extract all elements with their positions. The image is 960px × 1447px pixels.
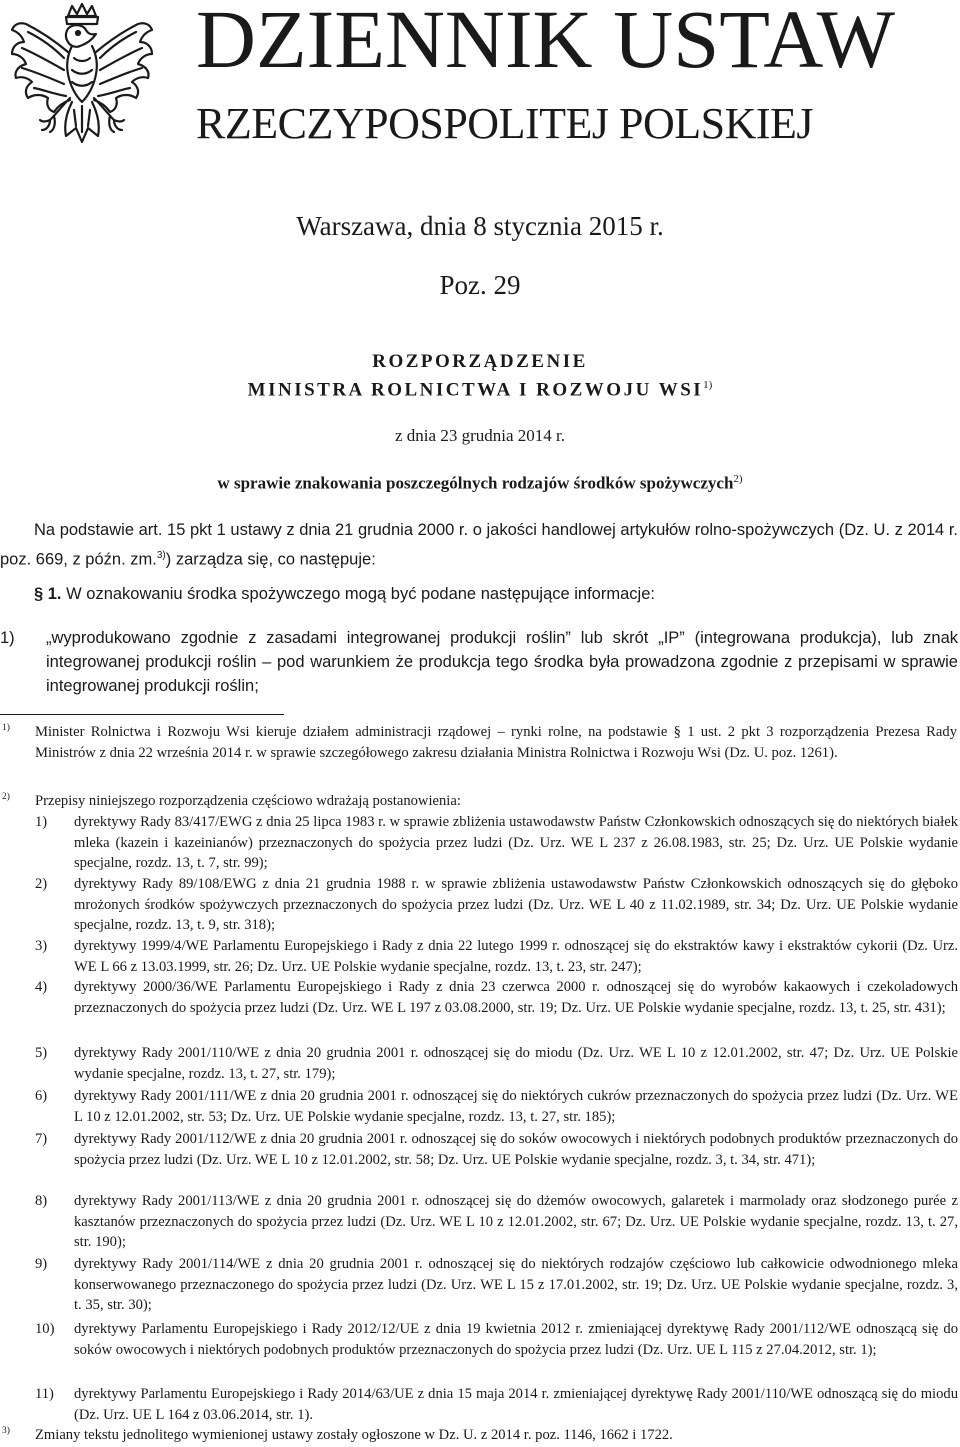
footnote-ref-3[interactable]: 3) [156, 550, 166, 561]
section-sign: § 1. [34, 585, 62, 603]
footnote-item-number: 4) [35, 979, 48, 995]
footnote-item-text: dyrektywy Rady 83/417/EWG z dnia 25 lipca 1983 r. w sprawie zbliżenia ustawodawstw Państw Członkowskich odnoszących się do niektórych białek mleka (kazein i kazeinianów) przeznaczonych do spożycia przez ludzi (Dz. Urz. WE L 237 z 26.08.1983, str. 25; Dz. Urz. UE Polskie wydanie specjalne, rozdz. 13, t. 7, str. 99); [74, 814, 958, 871]
footnote-item-number: 1) [35, 814, 48, 830]
preamble-text-a: Na podstawie art. 15 pkt 1 ustawy z dnia 21 grudnia 2000 r. o jakości handlowej artykułów rolno-spożywczych (Dz. U. z 2014 r. poz. 669, z późn. zm. [0, 521, 958, 569]
footnote-item-text: dyrektywy Rady 2001/113/WE z dnia 20 grudnia 2001 r. odnoszącej się do dżemów owocowych, galaretek i marmolady oraz słodzonego purée z kasztanów przeznaczonych do spożycia przez ludzi (Dz. Urz. WE L 10 z 12.01.2002, str. 67; Dz. Urz. UE Polskie wydanie specjalne, rozdz. 13, t. 27, str. 190); [74, 1193, 958, 1250]
footnote-ref-2[interactable]: 2) [733, 473, 743, 485]
act-type: ROZPORZĄDZENIE [372, 351, 588, 372]
subject-text: w sprawie znakowania poszczególnych rodzajów środków spożywczych [217, 473, 734, 493]
footnote-item-number: 10) [35, 1321, 55, 1337]
footnote-item-text: dyrektywy Parlamentu Europejskiego i Rady 2014/63/UE z dnia 15 maja 2014 r. zmieniającej dyrektywę Rady 2001/110/WE odnoszącą się do miodu (Dz. Urz. UE L 164 z 03.06.2014, str. 1). [74, 1386, 958, 1423]
footnote-ref-1[interactable]: 1) [703, 379, 713, 391]
act-subject [0, 473, 960, 494]
polish-eagle-emblem-icon [6, 2, 158, 206]
footnote-item-text: dyrektywy 2000/36/WE Parlamentu Europejskiego i Rady z dnia 23 czerwca 2000 r. odnoszącej się do wyrobów kakaowych i czekoladowych przeznaczonych do spożycia przez ludzi (Dz. Urz. WE L 197 z 03.08.2000, str. 19; Dz. Urz. UE Polskie wydanie specjalne, rozdz. 13, t. 25, str. 431); [74, 979, 958, 1016]
footnote-text: Zmiany tekstu jednolitego wymienionej ustawy zostały ogłoszone w Dz. U. z 2014 r. poz. 1146, 1662 i 1722. [35, 1427, 673, 1443]
preamble [0, 518, 958, 573]
journal-title: DZIENNIK USTAW [196, 0, 895, 85]
footnote-item-text: dyrektywy Rady 2001/112/WE z dnia 20 grudnia 2001 r. odnoszącej się do soków owocowych i niektórych podobnych produktów przeznaczonych do spożycia przez ludzi (Dz. Urz. WE L 10 z 12.01.2002, str. 58; Dz. Urz. UE Polskie wydanie specjalne, rozdz. 3, t. 34, str. 471); [74, 1131, 958, 1168]
position-number: Poz. 29 [439, 270, 521, 300]
footnote-item-number: 8) [35, 1193, 48, 1209]
footnote-item-number: 5) [35, 1045, 48, 1061]
footnote-text: Przepisy niniejszego rozporządzenia częściowo wdrażają postanowienia: [35, 793, 461, 809]
footnote-mark: 1) [2, 723, 10, 733]
section-1 [34, 582, 958, 606]
footnote-mark: 3) [2, 1426, 10, 1436]
footnote-item-number: 6) [35, 1088, 48, 1104]
footnote-item-number: 9) [35, 1256, 48, 1272]
footnote-item-text: dyrektywy Rady 2001/110/WE z dnia 20 grudnia 2001 r. odnoszącej się do miodu (Dz. Urz. WE L 10 z 12.01.2002, str. 47; Dz. Urz. UE Polskie wydanie specjalne, rozdz. 13, t. 27, str. 179); [74, 1045, 958, 1082]
footnote-item-number: 11) [35, 1386, 54, 1402]
footnote-item-text: dyrektywy 1999/4/WE Parlamentu Europejskiego i Rady z dnia 22 lutego 1999 r. odnoszącej się do ekstraktów kawy i ekstraktów cykorii (Dz. Urz. WE L 66 z 13.03.1999, str. 26; Dz. Urz. UE Polskie wydanie specjalne, rozdz. 13, t. 23, str. 247); [74, 938, 958, 975]
footnote-item-number: 2) [35, 876, 48, 892]
footnote-item-number: 7) [35, 1131, 48, 1147]
act-issuer [0, 379, 960, 401]
footnote-text: Minister Rolnictwa i Rozwoju Wsi kieruje działem administracji rządowej – rynki rolne, na podstawie § 1 ust. 2 pkt 3 rozporządzenia Prezesa Rady Ministrów z dnia 22 września 2014 r. w sprawie szczegółowego zakresu działania Ministra Rolnictwa i Rozwoju Wsi (Dz. U. poz. 1261). [35, 724, 957, 761]
issuer-name: MINISTRA ROLNICTWA I ROZWOJU WSI [247, 379, 704, 401]
item-number: 1) [0, 629, 15, 647]
footnote-item-number: 3) [35, 938, 48, 954]
footnote-item-text: dyrektywy Rady 89/108/EWG z dnia 21 grudnia 1988 r. w sprawie zbliżenia ustawodawstw Państw Członkowskich odnoszących się do głęboko mrożonych środków spożywczych przeznaczonych do spożycia przez ludzi (Dz. Urz. WE L 40 z 11.02.1989, str. 34; Dz. Urz. UE Polskie wydanie specjalne, rozdz. 13, t. 9, str. 318); [74, 876, 958, 933]
act-date: z dnia 23 grudnia 2014 r. [395, 426, 565, 445]
footnote-item-text: dyrektywy Rady 2001/114/WE z dnia 20 grudnia 2001 r. odnoszącej się do niektórych rodzajów częściowo lub całkowicie odwodnionego mleka konserwowanego przeznaczonego do spożycia przez ludzi (Dz. Urz. WE L 15 z 17.01.2002, str. 19; Dz. Urz. UE Polskie wydanie specjalne, rozdz. 3, t. 35, str. 30); [74, 1256, 958, 1313]
footnote-mark: 2) [2, 792, 10, 802]
item-text: „wyprodukowano zgodnie z zasadami integrowanej produkcji roślin” lub skrót „IP” (integrowana produkcja), lub znak integrowanej produkcji roślin – pod warunkiem że produkcja tego środka była prowadzona zgodnie z przepisami w sprawie integrowanej produkcji roślin; [46, 629, 958, 695]
footnote-item-text: dyrektywy Rady 2001/111/WE z dnia 20 grudnia 2001 r. odnoszącej się do niektórych cukrów przeznaczonych do spożycia przez ludzi (Dz. Urz. WE L 10 z 12.01.2002, str. 53; Dz. Urz. UE Polskie wydanie specjalne, rozdz. 13, t. 27, str. 185); [74, 1088, 958, 1125]
footnote-divider [0, 714, 284, 715]
issue-date: Warszawa, dnia 8 stycznia 2015 r. [296, 211, 664, 241]
journal-subtitle: RZECZYPOSPOLITEJ POLSKIEJ [196, 99, 813, 148]
section-text: W oznakowaniu środka spożywczego mogą być podane następujące informacje: [66, 585, 655, 603]
preamble-text-b: ) zarządza się, co następuje: [165, 550, 376, 569]
footnote-item-text: dyrektywy Parlamentu Europejskiego i Rady 2012/12/UE z dnia 19 kwietnia 2012 r. zmieniającej dyrektywę Rady 2001/112/WE odnoszącą się do soków owocowych i niektórych podobnych produktów przeznaczonych do spożycia przez ludzi (Dz. Urz. UE L 115 z 27.04.2012, str. 1); [74, 1321, 958, 1358]
